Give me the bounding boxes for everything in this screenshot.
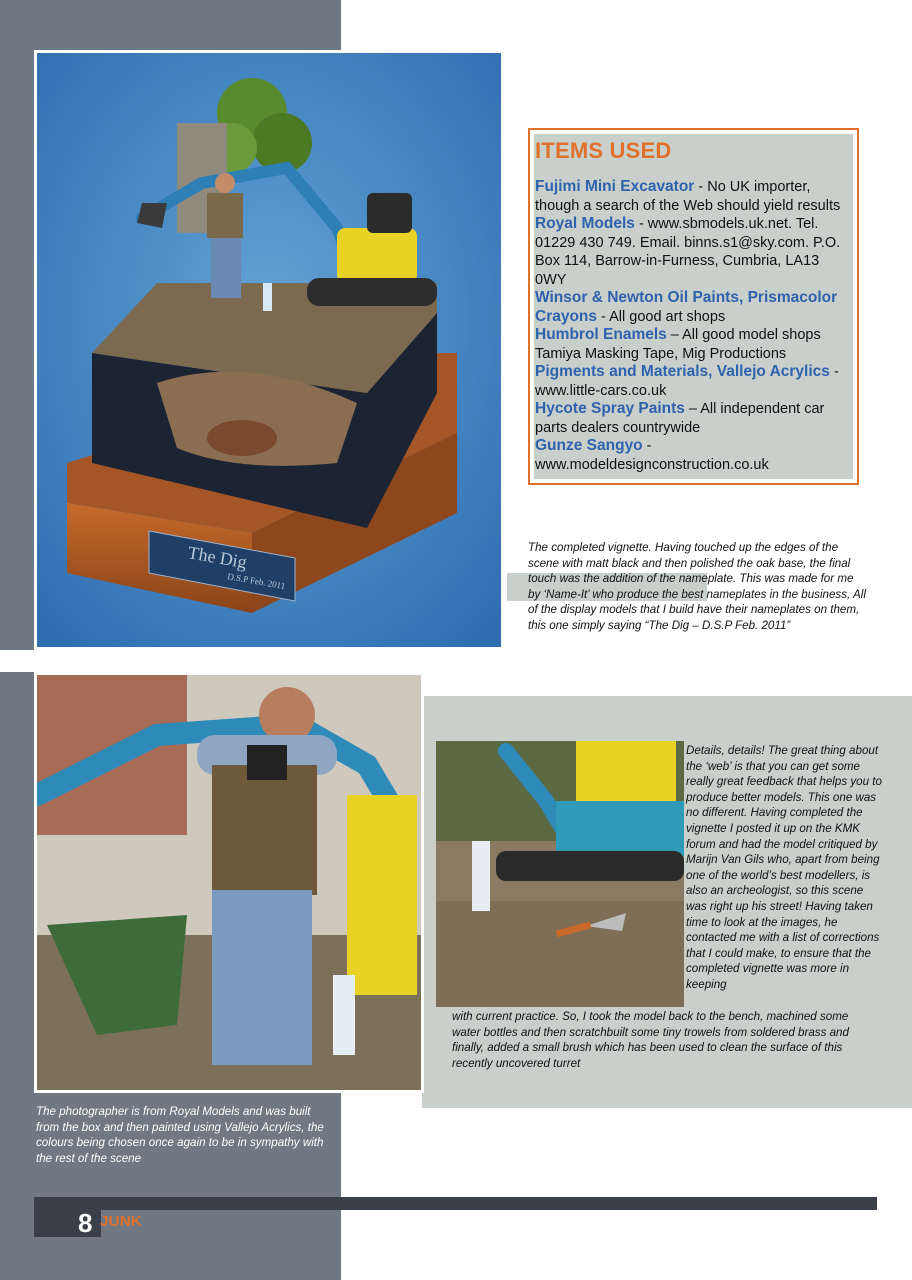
items-entry-name: Gunze Sangyo (535, 437, 643, 454)
items-entry (535, 215, 853, 289)
items-entry-text: - No UK importer, though a search of the Web should yield results (535, 179, 841, 214)
items-entry-text: - www.little-cars.co.uk (535, 364, 839, 399)
items-entry (535, 400, 853, 437)
magazine-name: JUNK (100, 1213, 143, 1230)
items-entry-text: - www.modeldesignconstruction.co.uk (535, 438, 769, 473)
items-used-box (528, 128, 859, 485)
items-entry-name: Hycote Spray Paints (535, 400, 685, 417)
items-entry (535, 326, 853, 345)
items-entry (535, 178, 853, 215)
vignette-photo (34, 50, 504, 650)
nameplate-title: The Dig (186, 542, 249, 573)
items-entry (535, 289, 853, 326)
items-entry-text: Tamiya Masking Tape, Mig Productions (535, 345, 787, 362)
photographer-caption: The photographer is from Royal Models and was built from the box and then painted using Vallejo Acrylics, the colours being chosen once again to be in sympathy with the rest of the scene (36, 1105, 324, 1165)
items-used-title: ITEMS USED (535, 138, 672, 163)
vignette-caption: The completed vignette. Having touched up the edges of the scene with matt black and then polished the oak base, the final touch was the addition of the nameplate. This was made for me by ‘Name-It’ who produce the best nameplates in the business, All of the display models that I build have their nameplates on them, this one simply saying “The Dig – D.S.P Feb. 2011” (528, 541, 866, 632)
items-entry-text: - All good art shops (597, 308, 726, 325)
items-entry-name: Fujimi Mini Excavator (535, 178, 695, 195)
details-photo (436, 741, 684, 1007)
items-entry-text: – All good model shops (666, 327, 821, 343)
items-entry-text: – All independent car parts dealers countrywide (535, 401, 825, 436)
band-gap (0, 650, 341, 672)
items-entry-name: Royal Models (535, 215, 635, 232)
page-number: 8 (78, 1208, 93, 1238)
items-entry-text: - www.sbmodels.uk.net. Tel. 01229 430 749. Email. binns.s1@sky.com. P.O. Box 114, Barrow-in-Furness, Cumbria, LA13 0WY (535, 216, 841, 288)
items-entry (535, 345, 853, 364)
details-caption-continued: with current practice. So, I took the model back to the bench, machined some water bottles and then scratchbuilt some tiny trowels from soldered brass and finally, added a small brush which has been used to clean the surface of this recently uncovered turret (452, 1010, 849, 1070)
details-caption: Details, details! The great thing about the ‘web’ is that you can get some really great feedback that helps you to produce better models. This one was no different. Having completed the vignette I posted it up on the KMK forum and had the model critiqued by Marijn Van Gils who, apart from being one of the world’s best modellers, is also an archeologist, so this scene was right up his street! Having taken time to look at the images, he contacted me with a list of corrections that I could make, to ensure that the completed vignette was more in keeping (686, 744, 882, 991)
items-entry-name: Winsor & Newton Oil Paints, Prismacolor Crayons (535, 289, 838, 325)
items-entry-name: Pigments and Materials, Vallejo Acrylics (535, 363, 830, 380)
items-entry (535, 437, 853, 474)
nameplate-subtitle: D.S.P Feb. 2011 (226, 571, 287, 592)
footer-bar (101, 1197, 877, 1210)
photographer-photo (34, 672, 424, 1093)
items-entry (535, 363, 853, 400)
items-entry-name: Humbrol Enamels (535, 326, 667, 343)
